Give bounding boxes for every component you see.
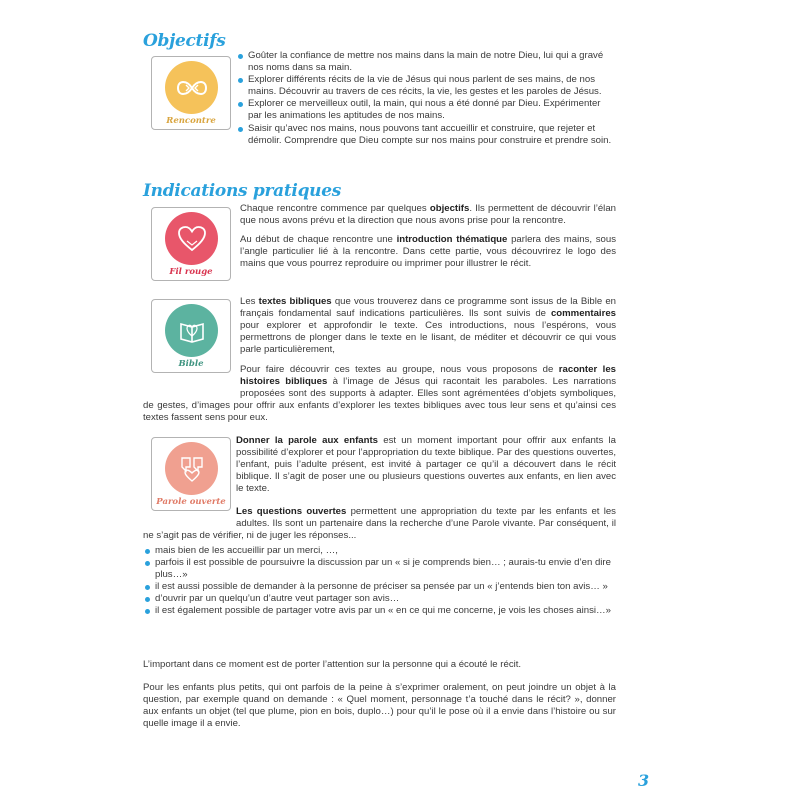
rencontre-circle bbox=[165, 61, 218, 114]
objectifs-list bbox=[236, 50, 616, 147]
infinity-hands-icon bbox=[175, 77, 209, 99]
objectif-item: Goûter la confiance de mettre nos mains dans la main de notre Dieu, lui qui a gravé nos noms dans sa main. bbox=[236, 50, 616, 74]
parole-ouverte-circle bbox=[165, 442, 218, 495]
parole-paragraph-3: L’important dans ce moment est de porter l’attention sur la personne qui a écouté le récit. bbox=[143, 659, 522, 670]
fil-rouge-paragraph-1: Chaque rencontre commence par quelques objectifs. Ils permettent de découvrir l’élan que nous avons prévu et la direction que nous avons prise pour la rencontre. bbox=[240, 203, 616, 227]
objectifs-heading: Objectifs bbox=[143, 31, 226, 51]
bible-caption: Bible bbox=[178, 359, 204, 369]
fil-rouge-caption: Fil rouge bbox=[169, 267, 213, 277]
fil-rouge-icon-card bbox=[151, 207, 231, 281]
objectif-item: Saisir qu’avec nos mains, nous pouvons tant accueillir et construire, que rejeter et démolir. Comprendre que Dieu compte sur nos mains pour construire et prendre soin. bbox=[236, 123, 616, 147]
fil-rouge-circle bbox=[165, 212, 218, 265]
rencontre-icon-card bbox=[151, 56, 231, 130]
parole-paragraph-1: Donner la parole aux enfants est un moment important pour offrir aux enfants la possibilité d’explorer et pour l’appropriation du texte biblique. Par des questions ouvertes, l’enfant, puis l’adulte présent, est invité à partager ce qu’il a découvert dans le récit biblique. Il s’agit de poser une ou plusieurs questions ouvertes aux enfants, en lien avec le texte. bbox=[236, 435, 616, 495]
question-item: il est aussi possible de demander à la personne de préciser sa pensée par un « j’entends bien ton avis… » bbox=[143, 581, 616, 593]
heart-hands-icon bbox=[177, 226, 207, 252]
bible-paragraph-2: Pour faire découvrir ces textes au groupe, nous vous proposons de raconter les histoires bibliques à l’image de Jésus qui racontait les paraboles. Les narrations proposées sont des supports à adapter. Elles sont agrémentées d’objets symboliques, de gestes, d’images pour offrir aux enfants d’explorer les textes bibliques avec tous leur sens et qu’ainsi ces textes fassent sens pour eux. bbox=[143, 364, 616, 424]
questions-list bbox=[143, 545, 616, 618]
parole-paragraph-2: Les questions ouvertes permettent une appropriation du texte par les enfants et les adultes. Ils sont un partenaire dans la recherche d’une Parole vivante. Par conséquent, il ne s’agit pas de vérifier, ni de juger les réponses... bbox=[143, 506, 616, 542]
question-item: parfois il est possible de poursuivre la discussion par un « si je comprends bien… ; aurais-tu envie d’en dire plus…» bbox=[143, 557, 616, 581]
parole-paragraph-4: Pour les enfants plus petits, qui ont parfois de la peine à s’exprimer oralement, on peut joindre un objet à la question, par exemple quand on demande : « Quel moment, personnage t’a touché dans le récit? », donner aux enfants un objet (tel que plume, pion en bois, duplo…) pour qu’il le pose où il a envie dans l’histoire ou sur quelle image il a envie. bbox=[143, 682, 616, 730]
question-item: d’ouvrir par un quelqu’un d’autre veut partager son avis… bbox=[143, 593, 616, 605]
question-item: il est également possible de partager votre avis par un « en ce qui me concerne, je vois les choses ainsi…» bbox=[143, 605, 616, 617]
question-item: mais bien de les accueillir par un merci, …, bbox=[143, 545, 616, 557]
float-spacer bbox=[143, 506, 236, 519]
speech-hearts-icon bbox=[177, 454, 207, 484]
parole-ouverte-caption: Parole ouverte bbox=[156, 497, 226, 507]
fil-rouge-paragraph-2: Au début de chaque rencontre une introduction thématique parlera des mains, sous l’angle particulier lié à la rencontre. Dans cette partie, vous découvrirez le logo des mains que vous pourrez reproduire ou imprimer pour illustrer le récit. bbox=[240, 234, 617, 270]
float-spacer bbox=[143, 364, 240, 389]
bible-circle bbox=[165, 304, 218, 357]
bible-paragraph-1: Les textes bibliques que vous trouverez dans ce programme sont issus de la Bible en français fondamental sauf indications particulières. Ils sont suivis de commentaires pour explorer et approfondir le texte. Ces introductions, nous l’espérons, vous permettrons de plonger dans le texte en le lisant, de méditer et découvrir ce qui vous parle particulièrement, bbox=[240, 296, 616, 356]
page-number: 3 bbox=[638, 771, 650, 790]
rencontre-caption: Rencontre bbox=[166, 116, 216, 126]
parole-ouverte-icon-card bbox=[151, 437, 231, 511]
bible-icon-card bbox=[151, 299, 231, 373]
objectif-item: Explorer différents récits de la vie de Jésus qui nous parlent de ses mains, de nos mains. Découvrir au travers de ces récits, la vie, les gestes et les paroles de Jésus. bbox=[236, 74, 616, 98]
indications-heading: Indications pratiques bbox=[143, 181, 342, 201]
objectif-item: Explorer ce merveilleux outil, la main, qui nous a été donné par Dieu. Expérimenter par les animations les aptitudes de nos mains. bbox=[236, 98, 616, 122]
open-book-hands-icon bbox=[177, 316, 207, 346]
